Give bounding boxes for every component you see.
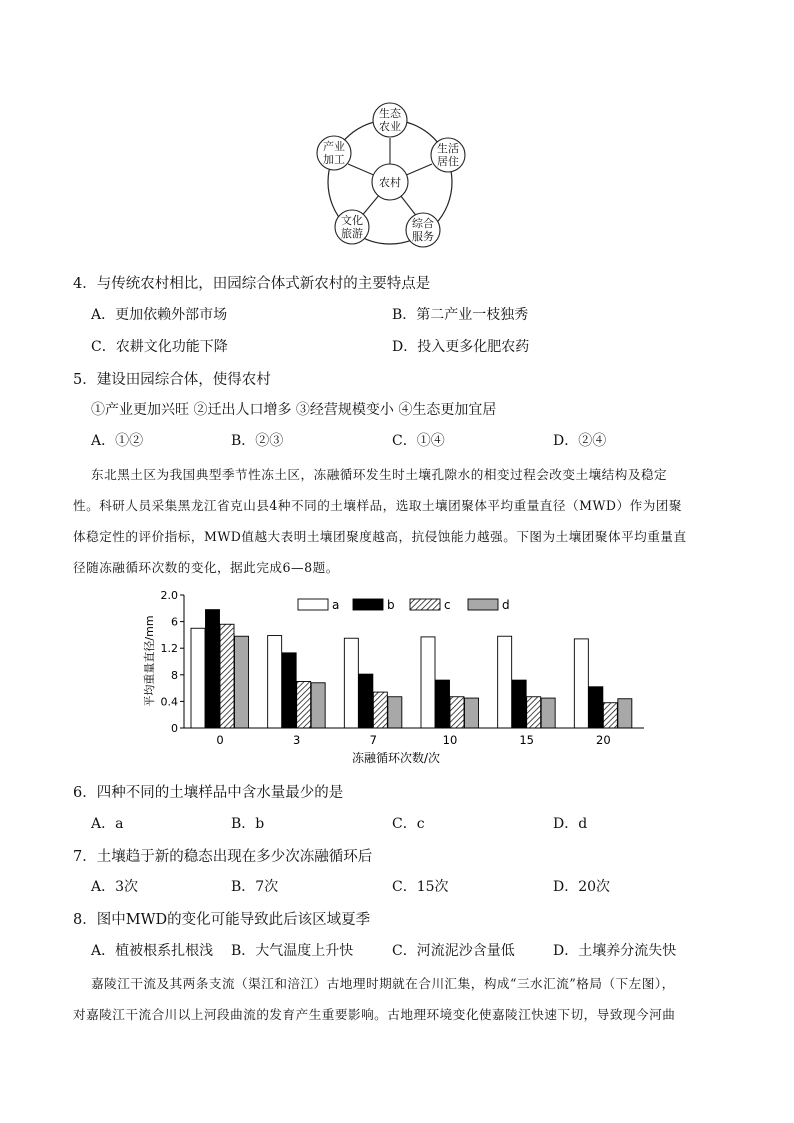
y-tick-label: 0.4 <box>160 695 178 709</box>
question-4-stem: 4．与传统农村相比，田园综合体式新农村的主要特点是 <box>73 276 431 292</box>
y-tick-label: 2.0 <box>160 589 178 602</box>
q8-option-b[interactable]: B．大气温度上升快 <box>231 943 354 959</box>
q8-option-a[interactable]: A．植被根系扎根浅 <box>91 943 214 959</box>
bar-b <box>282 653 296 728</box>
bar-a <box>498 636 512 728</box>
q6-option-a[interactable]: A．a <box>91 816 124 832</box>
bar-c <box>297 681 311 728</box>
center-node-label: 农村 <box>379 176 401 189</box>
x-axis-label: 冻融循环次数/次 <box>351 751 441 765</box>
q5-option-a[interactable]: A．①② <box>91 433 144 449</box>
bar-c <box>527 697 541 728</box>
y-axis-label: 平均重量直径/mm <box>143 615 156 707</box>
y-tick-label: 6 <box>171 615 178 629</box>
q7-option-c[interactable]: C．15次 <box>392 879 449 895</box>
q4-option-d[interactable]: D．投入更多化肥农药 <box>392 339 530 355</box>
bar-c <box>450 697 464 728</box>
node-label: 旅游 <box>341 227 363 240</box>
q6-option-c[interactable]: C．c <box>392 816 425 832</box>
node-label: 农业 <box>379 120 401 133</box>
passage-line: 性。科研人员采集黑龙江省克山县4种不同的土壤样品，选取土壤团聚体平均重量直径（MWD）作为团聚 <box>73 498 682 513</box>
y-tick-label: 0 <box>171 722 178 735</box>
bar-d <box>465 698 479 728</box>
q6-option-b[interactable]: B．b <box>231 816 265 832</box>
q5-option-c[interactable]: C．①④ <box>392 433 445 449</box>
q7-option-a[interactable]: A．3次 <box>91 879 139 895</box>
node-label: 综合 <box>412 217 434 230</box>
bar-a <box>268 636 282 728</box>
bar-a <box>574 639 588 728</box>
legend-label: b <box>387 598 395 612</box>
bar-a <box>344 638 358 728</box>
x-tick-label: 20 <box>596 733 611 747</box>
bar-d <box>388 697 402 728</box>
question-6-stem: 6．四种不同的土壤样品中含水量最少的是 <box>73 785 344 801</box>
x-tick-label: 0 <box>216 733 224 747</box>
question-8-stem: 8．图中MWD的变化可能导致此后该区域夏季 <box>73 912 371 928</box>
legend-swatch-d <box>468 599 498 610</box>
bar-c <box>603 703 617 728</box>
bar-b <box>512 680 526 728</box>
legend-swatch-c <box>410 599 440 610</box>
q5-option-b[interactable]: B．②③ <box>231 433 284 449</box>
q6-option-d[interactable]: D．d <box>553 816 588 832</box>
bar-c <box>220 624 234 728</box>
bar-b <box>206 610 220 728</box>
q4-option-b[interactable]: B．第二产业一枝独秀 <box>392 307 529 323</box>
rural-complex-diagram <box>310 100 470 250</box>
y-tick-label: 1.2 <box>160 642 178 656</box>
mwd-bar-chart <box>140 585 660 770</box>
q8-option-d[interactable]: D．土壤养分流失快 <box>553 943 677 959</box>
q5-option-d[interactable]: D．②④ <box>553 433 607 449</box>
q7-option-d[interactable]: D．20次 <box>553 879 611 895</box>
bar-a <box>421 637 435 728</box>
legend-swatch-b <box>353 599 383 610</box>
node-label: 服务 <box>412 230 434 243</box>
question-7-stem: 7．土壤趋于新的稳态出现在多少次冻融循环后 <box>73 849 373 865</box>
question-5-items: ①产业更加兴旺 ②迁出人口增多 ③经营规模变小 ④生态更加宜居 <box>91 402 497 418</box>
passage-line: 对嘉陵江干流合川以上河段曲流的发育产生重要影响。古地理环境变化使嘉陵江快速下切，导致现今河曲 <box>73 1007 676 1022</box>
bar-b <box>436 680 450 728</box>
node-label: 生态 <box>379 107 401 120</box>
x-tick-label: 15 <box>519 733 534 747</box>
bar-d <box>235 636 249 728</box>
passage-line: 径随冻融循环次数的变化，据此完成6—8题。 <box>73 560 339 575</box>
bar-c <box>373 692 387 728</box>
bar-b <box>589 687 603 728</box>
x-tick-label: 3 <box>293 733 301 747</box>
legend-swatch-a <box>298 599 328 610</box>
passage-line: 嘉陵江干流及其两条支流（渠江和涪江）古地理时期就在合川汇集，构成“三水汇流”格局（下左图）， <box>91 976 675 991</box>
passage-line: 体稳定性的评价指标，MWD值越大表明土壤团聚度越高，抗侵蚀能力越强。下图为土壤团聚体平均重量直 <box>73 529 687 544</box>
legend-label: d <box>502 598 510 612</box>
node-label: 居住 <box>437 155 459 168</box>
passage-line: 东北黑土区为我国典型季节性冻土区，冻融循环发生时土壤孔隙水的相变过程会改变土壤结构及稳定 <box>91 467 668 482</box>
question-5-stem: 5．建设田园综合体，使得农村 <box>73 372 271 388</box>
q8-option-c[interactable]: C．河流泥沙含量低 <box>392 943 515 959</box>
bar-a <box>191 628 205 728</box>
legend-label: c <box>444 598 451 612</box>
q4-option-a[interactable]: A．更加依赖外部市场 <box>91 307 228 323</box>
x-tick-label: 7 <box>369 733 377 747</box>
q7-option-b[interactable]: B．7次 <box>231 879 279 895</box>
node-label: 产业 <box>323 140 345 153</box>
y-tick-label: 8 <box>171 668 178 682</box>
node-label: 文化 <box>341 214 363 227</box>
node-label: 生活 <box>437 142 459 155</box>
legend-label: a <box>332 598 340 612</box>
bar-b <box>359 674 373 728</box>
q4-option-c[interactable]: C．农耕文化功能下降 <box>91 339 228 355</box>
bar-d <box>541 698 555 728</box>
x-tick-label: 10 <box>442 733 458 747</box>
bar-d <box>311 683 325 728</box>
bar-d <box>618 699 632 728</box>
node-label: 加工 <box>323 153 345 166</box>
